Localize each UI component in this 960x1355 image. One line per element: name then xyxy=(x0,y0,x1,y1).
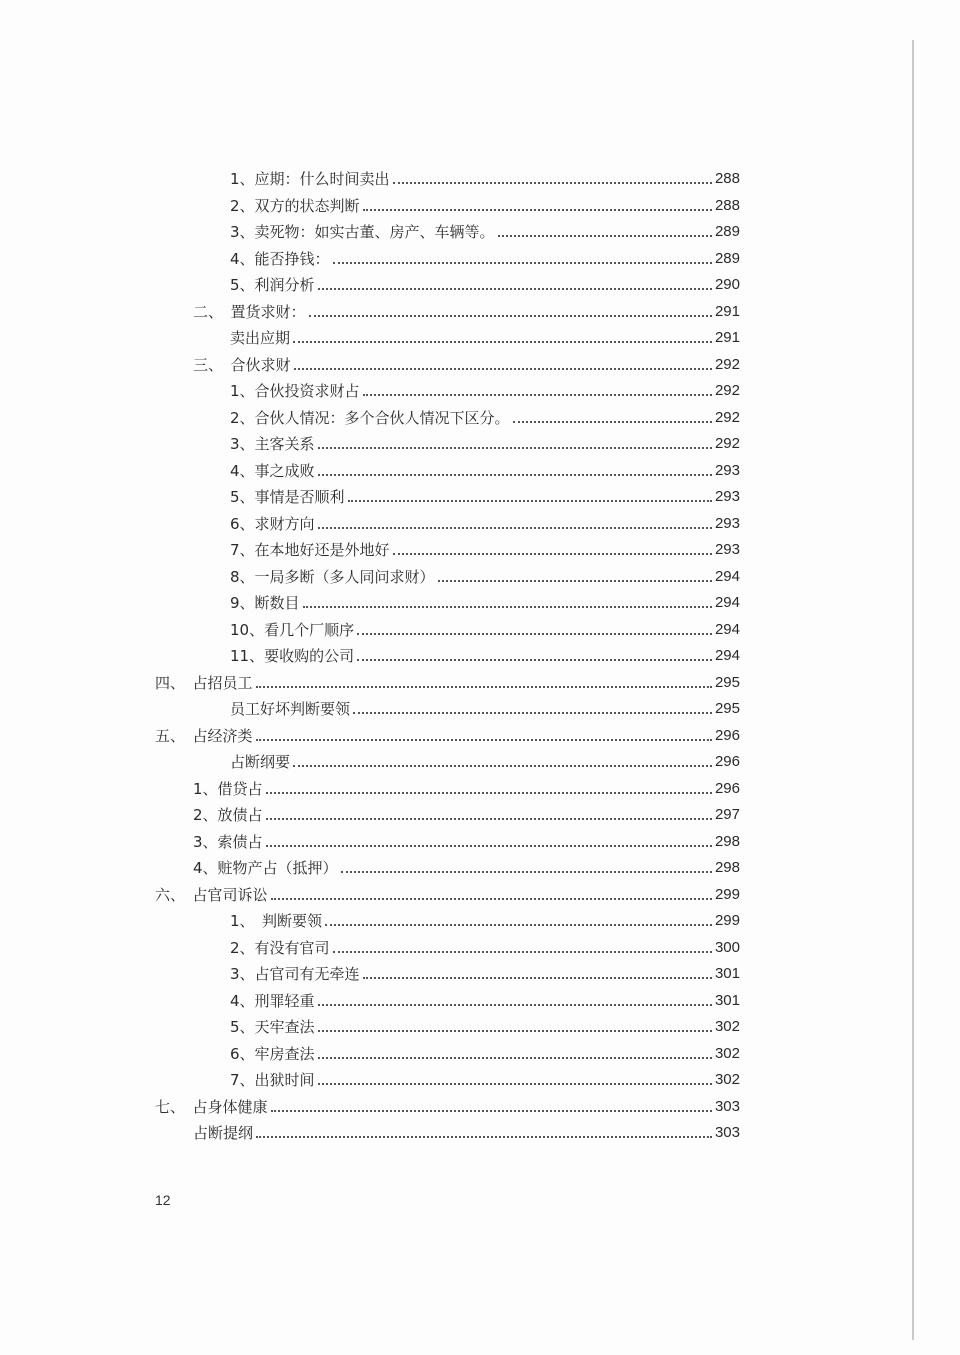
toc-leader xyxy=(318,1056,712,1059)
toc-entry xyxy=(230,748,740,772)
toc-entry-page: 302 xyxy=(714,1044,740,1062)
toc-leader xyxy=(271,897,712,900)
toc-entry-title: 卖出应期 xyxy=(230,329,291,347)
toc-entry-title: 7、在本地好还是外地好 xyxy=(230,541,390,559)
toc-leader xyxy=(309,314,712,317)
toc-entry xyxy=(230,510,740,534)
toc-entry-title: 7、出狱时间 xyxy=(230,1071,315,1089)
toc-leader xyxy=(318,1082,712,1085)
toc-entry-page: 293 xyxy=(714,461,740,479)
toc-entry-page: 293 xyxy=(714,488,740,505)
toc-leader xyxy=(341,870,712,873)
toc-entry-title: 1、应期：什么时间卖出 xyxy=(230,170,390,188)
toc-leader xyxy=(318,1029,712,1032)
toc-entry-page: 291 xyxy=(714,302,740,320)
toc-entry-title: 8、一局多断（多人同问求财） xyxy=(230,567,435,586)
toc-entry xyxy=(230,245,740,269)
toc-leader xyxy=(363,208,712,211)
toc-entry xyxy=(230,563,740,587)
toc-entry-page: 294 xyxy=(714,620,740,638)
toc-entry xyxy=(230,377,740,401)
toc-entry-page: 299 xyxy=(714,912,740,929)
toc-leader xyxy=(348,499,712,502)
toc-entry-title: 3、索债占 xyxy=(193,832,263,851)
toc-entry-page: 298 xyxy=(714,859,740,876)
toc-entry-page: 289 xyxy=(714,249,740,267)
toc-entry-title: 六、 占官司诉讼 xyxy=(155,885,268,904)
toc-entry xyxy=(230,934,740,958)
toc-entry-title: 5、天牢查法 xyxy=(230,1018,315,1036)
toc-entry xyxy=(230,642,740,666)
toc-entry xyxy=(230,165,740,189)
toc-entry-title: 七、 占身体健康 xyxy=(155,1097,268,1116)
toc-entry-title: 4、事之成败 xyxy=(230,461,315,480)
toc-entry-page: 297 xyxy=(714,806,740,823)
toc-entry-title: 1、借贷占 xyxy=(193,779,263,798)
toc-leader xyxy=(363,976,712,979)
toc-entry xyxy=(193,801,740,825)
toc-entry xyxy=(230,536,740,560)
toc-entry-title: 员工好坏判断要领 xyxy=(230,700,351,718)
toc-entry-page: 293 xyxy=(714,514,740,532)
toc-entry xyxy=(230,271,740,295)
toc-leader xyxy=(256,685,712,688)
toc-entry-page: 294 xyxy=(714,594,740,611)
toc-entry xyxy=(155,1093,740,1117)
toc-entry-title: 占断纲要 xyxy=(230,753,291,771)
toc-entry xyxy=(230,695,740,719)
toc-leader xyxy=(271,1109,712,1112)
toc-entry-page: 288 xyxy=(714,170,740,187)
toc-entry-page: 303 xyxy=(714,1097,740,1115)
toc-entry-title: 四、 占招员工 xyxy=(155,673,253,692)
toc-entry xyxy=(155,881,740,905)
toc-entry xyxy=(230,457,740,481)
toc-entry-title: 1、合伙投资求财占 xyxy=(230,382,360,400)
toc-leader xyxy=(393,552,712,555)
toc-entry-page: 300 xyxy=(714,938,740,956)
toc-entry-page: 294 xyxy=(714,647,740,664)
toc-leader xyxy=(363,393,712,396)
toc-entry xyxy=(230,324,740,348)
toc-entry-title: 3、占官司有无牵连 xyxy=(230,965,360,983)
toc-entry-page: 301 xyxy=(714,965,740,982)
toc-entry xyxy=(193,854,740,878)
scan-edge-line xyxy=(912,40,914,1340)
toc-leader xyxy=(303,605,712,608)
toc-entry xyxy=(230,1040,740,1064)
toc-leader xyxy=(266,844,712,847)
toc-entry-page: 296 xyxy=(714,779,740,797)
toc-entry-title: 1、 判断要领 xyxy=(230,912,323,930)
toc-entry xyxy=(230,1013,740,1037)
toc-leader xyxy=(438,579,712,582)
toc-leader xyxy=(325,923,712,926)
toc-entry xyxy=(193,828,740,852)
toc-entry-page: 295 xyxy=(714,700,740,717)
toc-leader xyxy=(266,791,712,794)
toc-leader xyxy=(393,181,712,184)
toc-entry-title: 二、 置货求财： xyxy=(193,302,306,321)
toc-leader xyxy=(318,526,712,529)
toc-entry xyxy=(230,430,740,454)
toc-entry xyxy=(155,669,740,693)
toc-entry-title: 5、利润分析 xyxy=(230,276,315,294)
toc-entry-title: 11、要收购的公司 xyxy=(230,647,355,665)
toc-entry xyxy=(230,1066,740,1090)
toc-leader xyxy=(294,367,712,370)
toc-leader xyxy=(318,287,712,290)
toc-leader xyxy=(353,711,712,714)
toc-entry-page: 302 xyxy=(714,1018,740,1035)
toc-entry-title: 4、刑罪轻重 xyxy=(230,991,315,1010)
page-number: 12 xyxy=(155,1192,171,1208)
toc-entry xyxy=(155,722,740,746)
toc-entry-page: 288 xyxy=(714,196,740,214)
toc-leader xyxy=(293,764,712,767)
toc-leader xyxy=(513,420,712,423)
toc-entry xyxy=(230,589,740,613)
toc-entry xyxy=(230,192,740,216)
toc-entry-title: 6、牢房查法 xyxy=(230,1044,315,1063)
toc-entry-page: 296 xyxy=(714,753,740,770)
toc-leader xyxy=(256,738,712,741)
toc-leader xyxy=(333,950,712,953)
toc-entry xyxy=(230,987,740,1011)
toc-entry-title: 3、卖死物：如实古董、房产、车辆等。 xyxy=(230,223,495,241)
toc-leader xyxy=(318,446,712,449)
toc-entry xyxy=(193,298,740,322)
toc-leader xyxy=(357,658,712,661)
toc-entry-page: 292 xyxy=(714,435,740,452)
toc-entry-title: 五、 占经济类 xyxy=(155,726,253,745)
toc-entry-title: 2、有没有官司 xyxy=(230,938,330,957)
toc-entry-page: 291 xyxy=(714,329,740,346)
toc-entry-page: 301 xyxy=(714,991,740,1009)
toc-entry-page: 302 xyxy=(714,1071,740,1088)
toc-leader xyxy=(318,473,712,476)
toc-entry-title: 2、放债占 xyxy=(193,806,263,824)
toc-entry-page: 296 xyxy=(714,726,740,744)
toc-entry xyxy=(193,1119,740,1143)
toc-entry-title: 10、看几个厂顺序 xyxy=(230,620,355,639)
toc-entry xyxy=(230,483,740,507)
toc-leader xyxy=(266,817,712,820)
toc-entry xyxy=(193,775,740,799)
toc-entry-title: 3、主客关系 xyxy=(230,435,315,453)
toc-entry xyxy=(230,218,740,242)
toc-entry-title: 4、赃物产占（抵押） xyxy=(193,859,338,877)
toc-entry-title: 三、 合伙求财 xyxy=(193,355,291,374)
toc-entry xyxy=(230,960,740,984)
toc-entry-title: 4、能否挣钱： xyxy=(230,249,330,268)
toc-entry-page: 294 xyxy=(714,567,740,585)
toc-entry-page: 298 xyxy=(714,832,740,850)
toc-entry-page: 292 xyxy=(714,408,740,426)
toc-leader xyxy=(498,234,712,237)
toc-entry-page: 299 xyxy=(714,885,740,903)
toc-entry-page: 303 xyxy=(714,1124,740,1141)
toc-leader xyxy=(318,1003,712,1006)
toc-entry xyxy=(193,351,740,375)
toc-entry-title: 2、双方的状态判断 xyxy=(230,196,360,215)
toc-entry xyxy=(230,404,740,428)
toc-entry-page: 293 xyxy=(714,541,740,558)
toc-entry-title: 9、断数目 xyxy=(230,594,300,612)
toc-entry-title: 6、求财方向 xyxy=(230,514,315,533)
toc-entry-page: 290 xyxy=(714,276,740,293)
toc-entry xyxy=(230,907,740,931)
toc-entry-title: 占断提纲 xyxy=(193,1124,254,1142)
toc-leader xyxy=(293,340,712,343)
toc-leader xyxy=(333,261,712,264)
toc-entry-page: 289 xyxy=(714,223,740,240)
toc-entry xyxy=(230,616,740,640)
toc-entry-page: 292 xyxy=(714,355,740,373)
toc-entry-page: 292 xyxy=(714,382,740,399)
toc-entry-page: 295 xyxy=(714,673,740,691)
toc-leader xyxy=(357,632,712,635)
toc-entry-title: 5、事情是否顺利 xyxy=(230,488,345,506)
toc-leader xyxy=(256,1135,712,1138)
toc-entry-title: 2、合伙人情况：多个合伙人情况下区分。 xyxy=(230,408,510,427)
